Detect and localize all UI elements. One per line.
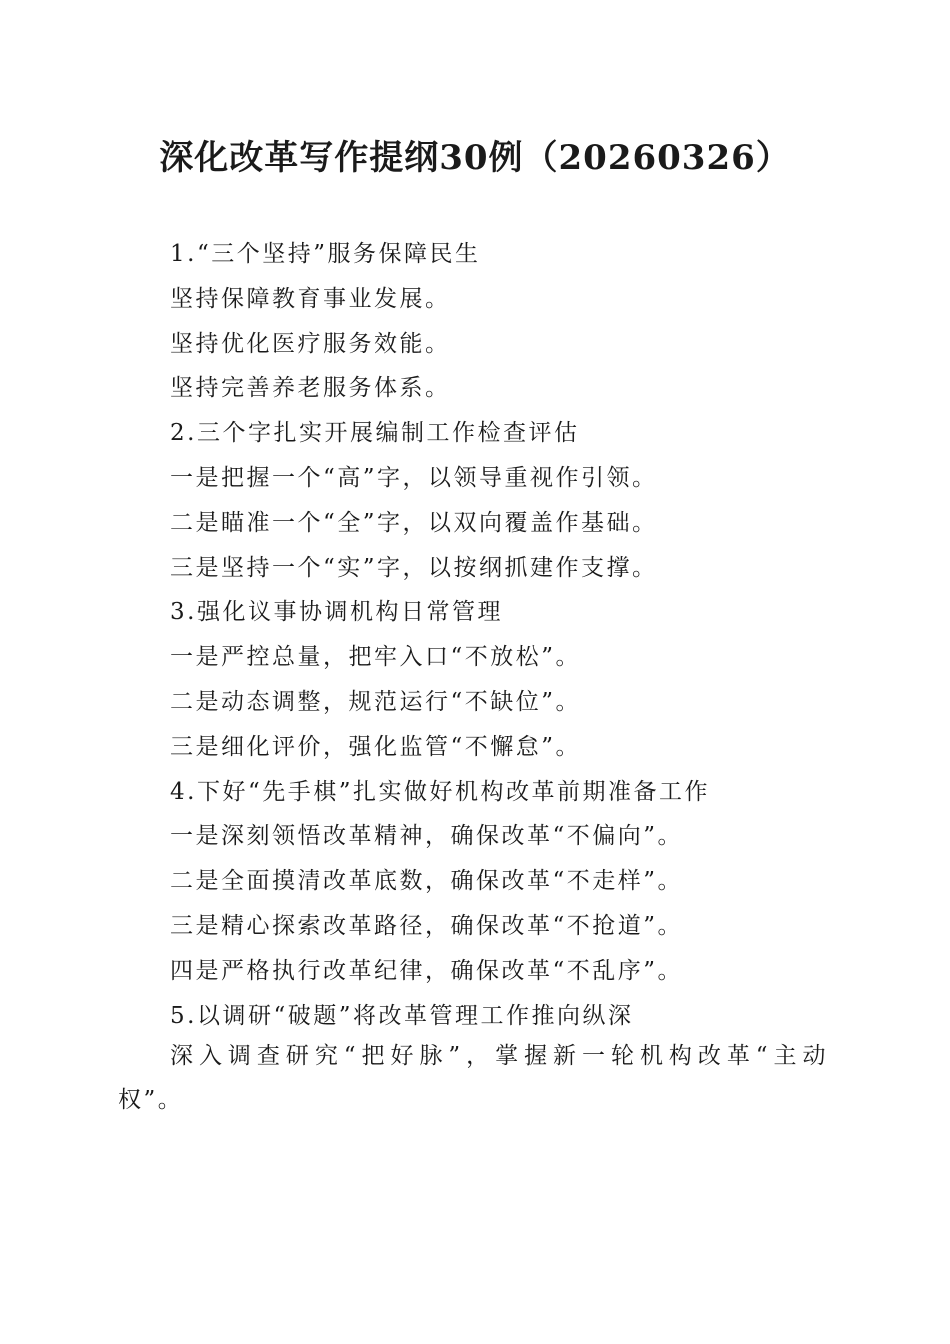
- heading-1: 1.“三个坚持”服务保障民生: [170, 241, 481, 267]
- body-line: 二是全面摸清改革底数，确保改革“不走样”。: [170, 868, 684, 895]
- body-line: 坚持保障教育事业发展。: [170, 285, 451, 312]
- body-line: 三是细化评价，强化监管“不懈怠”。: [170, 733, 582, 760]
- body-line: 二是动态调整，规范运行“不缺位”。: [170, 688, 582, 715]
- heading-2: 2.三个字扎实开展编制工作检查评估: [170, 420, 580, 447]
- body-line: 四是严格执行改革纪律，确保改革“不乱序”。: [170, 957, 684, 984]
- document-body: [170, 232, 850, 1038]
- heading-3: 3.强化议事协调机构日常管理: [170, 599, 503, 626]
- body-line: 三是坚持一个“实”字，以按纲抓建作支撑。: [170, 554, 658, 581]
- paragraph-continuation-line: 权”。: [118, 1087, 184, 1113]
- body-line: 一是把握一个“高”字，以领导重视作引领。: [170, 464, 658, 491]
- body-line: 二是瞄准一个“全”字，以双向覆盖作基础。: [170, 509, 658, 536]
- body-line: 三是精心探索改革路径，确保改革“不抢道”。: [170, 912, 684, 939]
- body-line: 坚持优化医疗服务效能。: [170, 330, 451, 357]
- body-line: 一是严控总量，把牢入口“不放松”。: [170, 644, 582, 671]
- paragraph-first-line: 深入调查研究“把好脉”，掌握新一轮机构改革“主动: [170, 1043, 828, 1069]
- body-line: 坚持完善养老服务体系。: [170, 375, 451, 402]
- heading-5: 5.以调研“破题”将改革管理工作推向纵深: [170, 1002, 634, 1029]
- body-line: 一是深刻领悟改革精神，确保改革“不偏向”。: [170, 823, 684, 850]
- heading-4: 4.下好“先手棋”扎实做好机构改革前期准备工作: [170, 778, 710, 805]
- document-title: 深化改革写作提纲30例（20260326）: [159, 138, 791, 178]
- body-paragraph: [118, 1034, 828, 1122]
